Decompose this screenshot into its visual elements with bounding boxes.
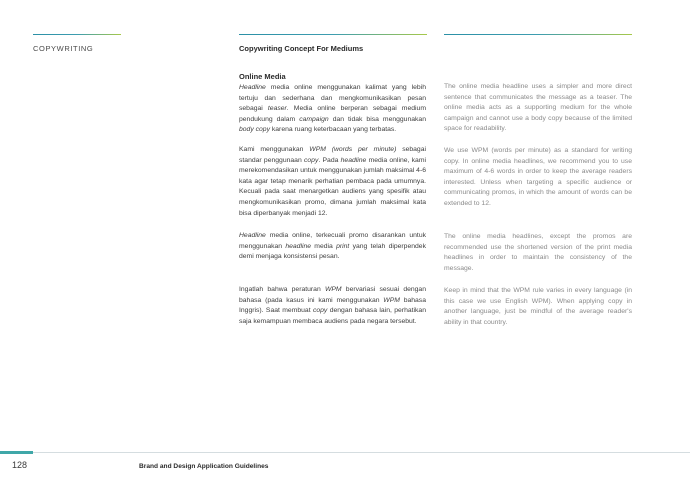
footer-document-title: Brand and Design Application Guidelines xyxy=(139,463,269,470)
paragraph-id-3: Headline media online, terkecuali promo disarankan untuk menggunakan headline media print yang telah diperpendek demi menjaga konsistensi pesan. xyxy=(239,232,426,261)
indonesian-column xyxy=(239,72,427,325)
top-rule-right xyxy=(444,34,632,35)
page-number: 128 xyxy=(12,460,28,470)
footer-accent-bar xyxy=(0,451,33,454)
top-rule-left xyxy=(33,34,121,35)
paragraph-id-4: Ingatlah bahwa peraturan WPM bervariasi sesuai dengan bahasa (pada kasus ini kami menggunakan WPM bahasa Inggris). Saat membuat copy dengan bahasa lain, perhatikan saja kemampuan membaca audiens pada negara tersebut. xyxy=(239,286,426,325)
paragraph-en-1: The online media headline uses a simpler and more direct sentence that communicates the message as a teaser. The online media acts as a supporting medium for the whole campaign and cannot use a body copy because of the limited space for readability. xyxy=(444,83,632,133)
paragraph-en-3: The online media headlines, except the promos are recommended use the shortened version of the print media headlines in order to maintain the consistency of the message. xyxy=(444,233,632,272)
section-label: COPYWRITING xyxy=(33,44,94,53)
top-rule-middle xyxy=(239,34,427,35)
paragraph-en-4: Keep in mind that the WPM rule varies in every language (in this case we use English WPM). When applying copy in another language, just be mindful of the average reader's ability in that country. xyxy=(444,287,632,326)
footer-rule xyxy=(33,452,690,453)
paragraph-id-2: Kami menggunakan WPM (words per minute) sebagai standar penggunaan copy. Pada headline media online, kami merekomendasikan untuk menggunakan jumlah maksimal 4-6 kata agar tetap menarik perhatian pembaca pada umumnya. Kecuali pada saat menargetkan audiens yang spesifik atau mengkomunikasikan promo, dimana jumlah maksimal kata bisa diperbanyak menjadi 12. xyxy=(239,146,427,217)
subheading-online-media: Online Media xyxy=(239,72,286,81)
paragraph-en-2: We use WPM (words per minute) as a standard for writing copy. In online media headlines, we recommend you to use maximum of 4-6 words in order to keep the average readers interested. Unless when targeting a specific audience or communicating promos, in which the amount of words can be extended to 12. xyxy=(444,147,632,207)
page-title: Copywriting Concept For Mediums xyxy=(239,44,364,53)
paragraph-id-1: Headline media online menggunakan kalimat yang lebih tertuju dan sederhana dan mengkomunikasikan pesan sebagai teaser. Media online berperan sebagai medium pendukung dalam campaign dan tidak bisa menggunakan body copy karena ruang keterbacaan yang terbatas. xyxy=(239,84,426,134)
